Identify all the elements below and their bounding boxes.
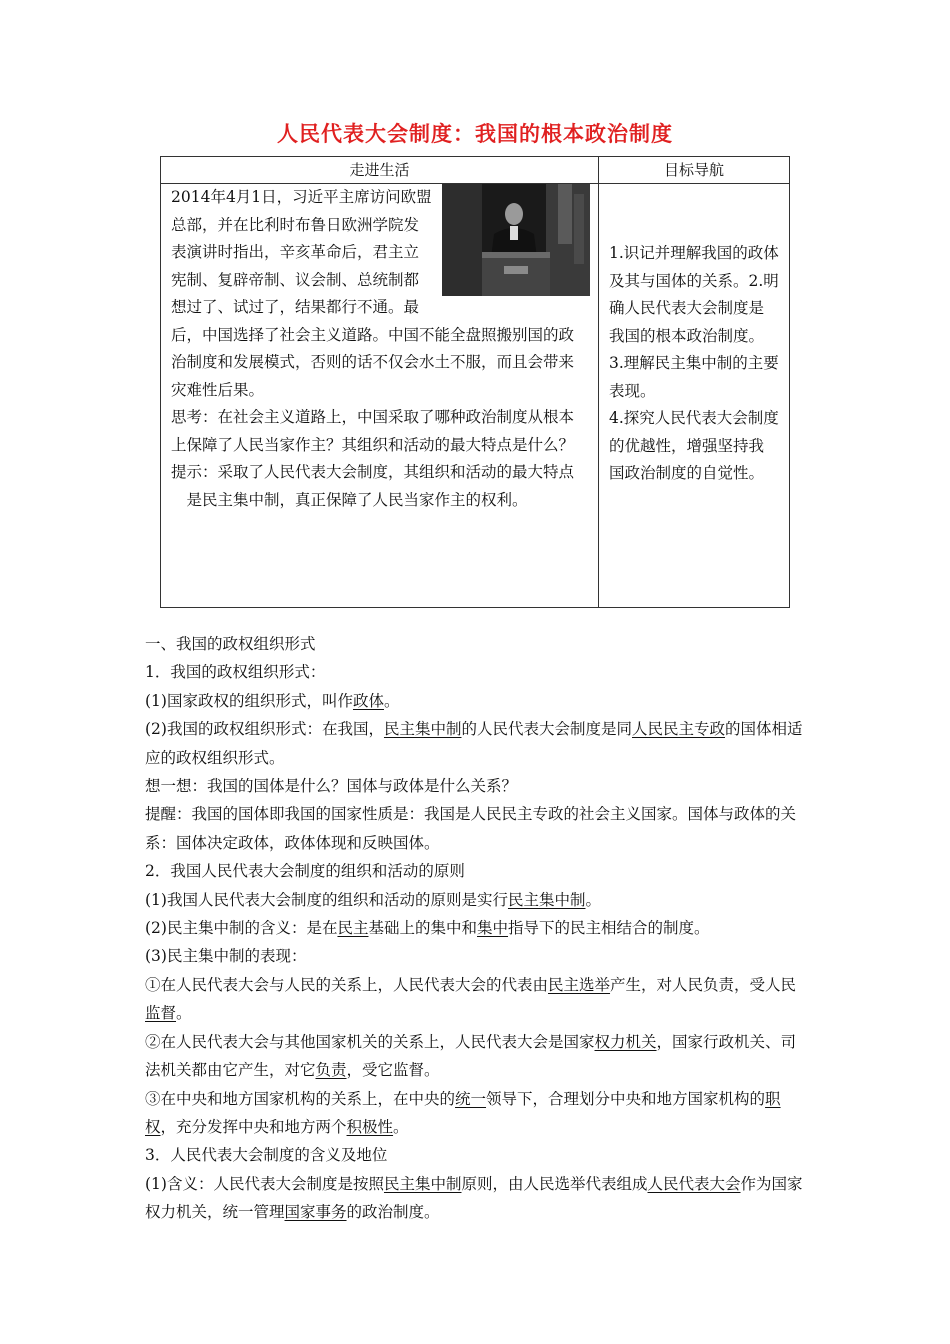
goal-item: 2.明确人民代表大会制度是我国的根本政治制度。 — [609, 271, 779, 345]
subsection-heading: 3．人民代表大会制度的含义及地位 — [145, 1146, 388, 1165]
paragraph: ③在中央和地方国家机构的关系上，在中央的统一领导下，合理划分中央和地方国家机构的职权，充分发挥中央和地方两个积极性。 — [145, 1089, 781, 1136]
paragraph: (2)我国的政权组织形式：在我国，民主集中制的人民代表大会制度是同人民民主专政的国体相适应的政权组织形式。 — [145, 720, 803, 767]
blank-answer: 民主集中制 — [383, 720, 462, 739]
life-paragraph: 2014年4月1日，习近平主席访问欧盟总部，并在比利时布鲁日欧洲学院发表演讲时指出，辛亥革命后，君主立宪制、复辟帝制、议会制、总统制都想过了、试过了，结果都行不通。最后，中国选择了社会主义道路。中国不能全盘照搬别国的政治制度和发展模式，否则的话不仅会水土不服，而且会带来灾难性后果。 — [171, 188, 575, 399]
goals-column — [599, 157, 789, 607]
blank-answer: 政体 — [352, 691, 384, 710]
blank-answer: 人民代表大会 — [647, 1174, 741, 1193]
goal-item: 4.探究人民代表大会制度的优越性，增强坚持我国政治制度的自觉性。 — [609, 409, 779, 482]
blank-answer: 民主 — [337, 919, 369, 938]
paragraph: (3)民主集中制的表现： — [145, 947, 307, 966]
paragraph: (1)我国人民代表大会制度的组织和活动的原则是实行民主集中制。 — [145, 890, 601, 909]
blank-answer: 统一 — [455, 1089, 487, 1108]
subsection-heading: 1．我国的政权组织形式： — [145, 663, 326, 682]
think-question: 想一想：我国的国体是什么？国体与政体是什么关系？ — [145, 777, 518, 796]
goals-header: 目标导航 — [599, 157, 789, 184]
page-title: 人民代表大会制度：我国的根本政治制度 — [277, 122, 673, 146]
paragraph: (1)含义：人民代表大会制度是按照民主集中制原则，由人民选举代表组成人民代表大会作为国家权力机关，统一管理国家事务的政治制度。 — [145, 1174, 803, 1222]
blank-answer: 民主集中制 — [383, 1174, 462, 1193]
hint-answer: 提示：采取了人民代表大会制度，其组织和活动的最大特点是民主集中制，真正保障了人民当家作主的权利。 — [171, 463, 575, 509]
blank-answer: 民主集中制 — [507, 890, 586, 909]
blank-answer: 国家事务 — [284, 1203, 347, 1222]
blank-answer: 民主选举 — [548, 975, 611, 994]
paragraph: ②在人民代表大会与其他国家机关的关系上，人民代表大会是国家权力机关，国家行政机关、司法机关都由它产生，对它负责，受它监督。 — [145, 1032, 797, 1080]
remind-answer: 提醒：我国的国体即我国的国家性质是：我国是人民民主专政的社会主义国家。国体与政体的关系：国体决定政体，政体体现和反映国体。 — [145, 805, 797, 852]
paragraph: ①在人民代表大会与人民的关系上，人民代表大会的代表由民主选举产生，对人民负责，受人民监督。 — [145, 975, 797, 1023]
paragraph: (2)民主集中制的含义：是在民主基础上的集中和集中指导下的民主相结合的制度。 — [145, 919, 710, 938]
life-header: 走进生活 — [161, 157, 598, 184]
blank-answer: 人民民主专政 — [632, 720, 726, 739]
blank-answer: 监督 — [145, 1004, 177, 1023]
think-question: 思考：在社会主义道路上，中国采取了哪种政治制度从根本上保障了人民当家作主？其组织和活动的最大特点是什么？ — [171, 408, 575, 454]
section-heading: 一、我国的政权组织形式 — [145, 635, 316, 653]
life-column — [161, 157, 599, 607]
intro-table — [160, 156, 790, 608]
goal-item: 1.识记并理解我国的政体及其与国体的关系。 — [609, 244, 779, 290]
paragraph: (1)国家政权的组织形式，叫作政体。 — [145, 691, 400, 710]
blank-answer: 积极性 — [346, 1117, 394, 1136]
subsection-heading: 2．我国人民代表大会制度的组织和活动的原则 — [145, 862, 465, 881]
blank-answer: 职权 — [145, 1089, 781, 1136]
goal-item: 3.理解民主集中制的主要表现。 — [609, 354, 779, 400]
main-content — [145, 630, 810, 1227]
life-content — [161, 184, 598, 514]
speech-photo-illustration — [442, 184, 590, 296]
speech-photo — [442, 184, 590, 296]
blank-answer: 权力机关 — [594, 1032, 657, 1051]
blank-answer: 集中 — [477, 919, 509, 938]
goals-list — [599, 184, 789, 488]
blank-answer: 负责 — [315, 1061, 347, 1080]
